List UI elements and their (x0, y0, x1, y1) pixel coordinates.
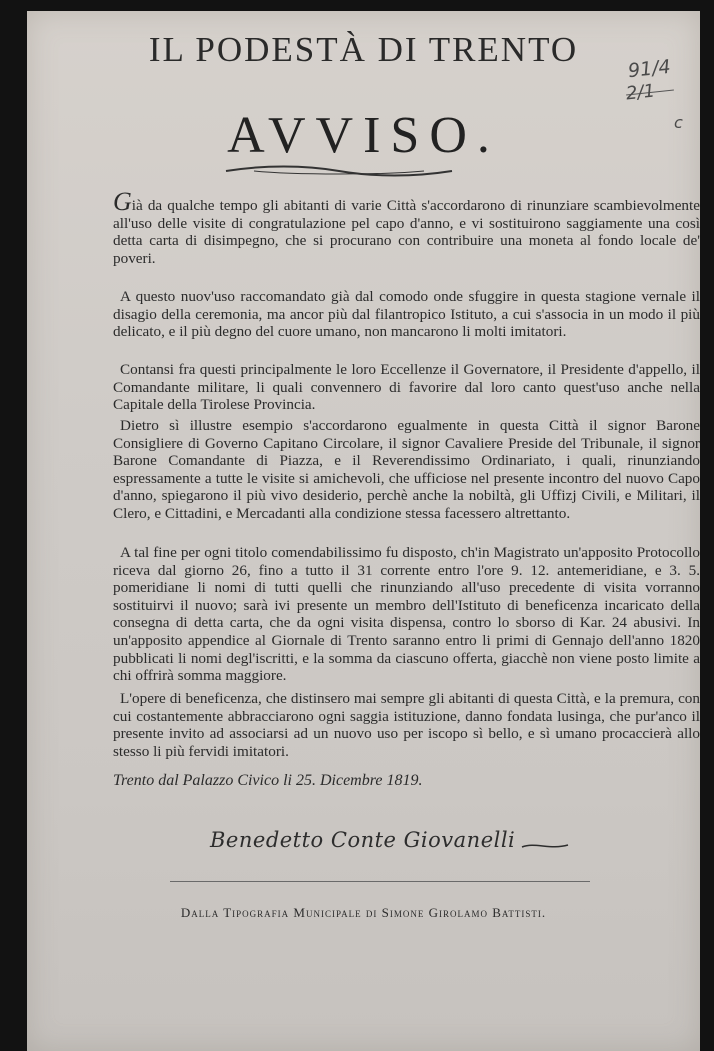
paragraph-3: Contansi fra questi principalmente le loro Eccellenze il Governatore, il Presidente d'appello, il Comandante militare, li quali convennero di favorire dal loro canto quest'uso anche nella Capitale della Tirolese Provincia. (113, 361, 700, 414)
margin-note-line-1: 91/4 (626, 55, 672, 83)
paragraph-6: L'opere di beneficenza, che distinsero mai sempre gli abitanti di questa Città, e la premura, con cui costantemente abbracciarono ogni saggia istituzione, danno fondata lusinga, che pur'anco il presente invito ad associarsi ad un nuovo uso per iscopo sì bello, e sì umano procaccierà allo stesso li più fervidi imitatori. (113, 690, 700, 760)
paragraph-4: Dietro sì illustre esempio s'accordarono egualmente in questa Città il signor Barone Consigliere di Governo Capitano Circolare, il signor Cavaliere Preside del Tribunale, il signor Barone Comandante di Piazza, e il Reverendissimo Ordinariato, i quali, rinunziando espressamente a tutte le visite si amichevoli, che ufficiose nel presente incontro del nuovo Capo d'anno, spiegarono il più vivo desiderio, perchè anche la nobiltà, gli Uffizj Civili, e Militari, il Clero, e Cittadini, e Mercadanti alla condizione stessa facessero altrettanto. (113, 417, 700, 522)
ornament-divider-icon (224, 162, 454, 180)
printer-imprint: Dalla Tipografia Municipale di Simone Girolamo Battisti. (180, 905, 547, 920)
signature: Benedetto Conte Giovanelli (210, 828, 516, 852)
dateline: Trento dal Palazzo Civico li 25. Dicembre 1819. (113, 772, 423, 789)
signature-flourish-icon (520, 838, 570, 854)
drop-cap: G (113, 187, 132, 216)
paragraph-2: A questo nuov'uso raccomandato già dal comodo onde sfuggire in questa stagione vernale il disagio della ceremonia, ma ancor più dal filantropico Istituto, a cui s'associa in un modo il più delicato, e il più degno del cuore umano, non mancarono li molti imitatori. (113, 288, 700, 341)
document-title: IL PODESTÀ DI TRENTO (148, 30, 579, 69)
paragraph-1 (113, 187, 700, 267)
document-heading: AVVISO. (227, 107, 500, 164)
footer-rule (170, 881, 590, 882)
margin-note-line-3: c (674, 113, 683, 132)
margin-note-line-2: 2/1 (624, 80, 656, 105)
paragraph-5: A tal fine per ogni titolo comendabilissimo fu disposto, ch'in Magistrato un'apposito Protocollo riceva dal giorno 26, fino a tutto il 31 corrente entro l'ore 9. 12. antemeridiane, e 3. 5. pomeridiane li nomi di tutti quelli che rinunziando all'uso precedente di visita vorranno sostituirvi il nuovo; sarà ivi presente un membro dell'Istituto di beneficenza incaricato della consegna di detta carta, che da ogni visita dispensa, contro lo sborso di Kar. 24 abusivi. In un'apposito appendice al Giornale di Trento saranno entro li primi di Gennajo dell'anno 1820 pubblicati li nomi degl'iscritti, e la somma da ciascuno offerta, giacchè non viene posto limite a chi offrirà somma maggiore. (113, 544, 700, 685)
paragraph-1-text: ià da qualche tempo gli abitanti di varie Città s'accordarono di rinunziare scambievolmente all'uso delle visite di congratulazione pel capo d'anno, e vi sostituirono saggiamente una così detta carta di disimpegno, che si procurano con contribuire una moneta al fondo locale de' poveri. (113, 197, 700, 267)
